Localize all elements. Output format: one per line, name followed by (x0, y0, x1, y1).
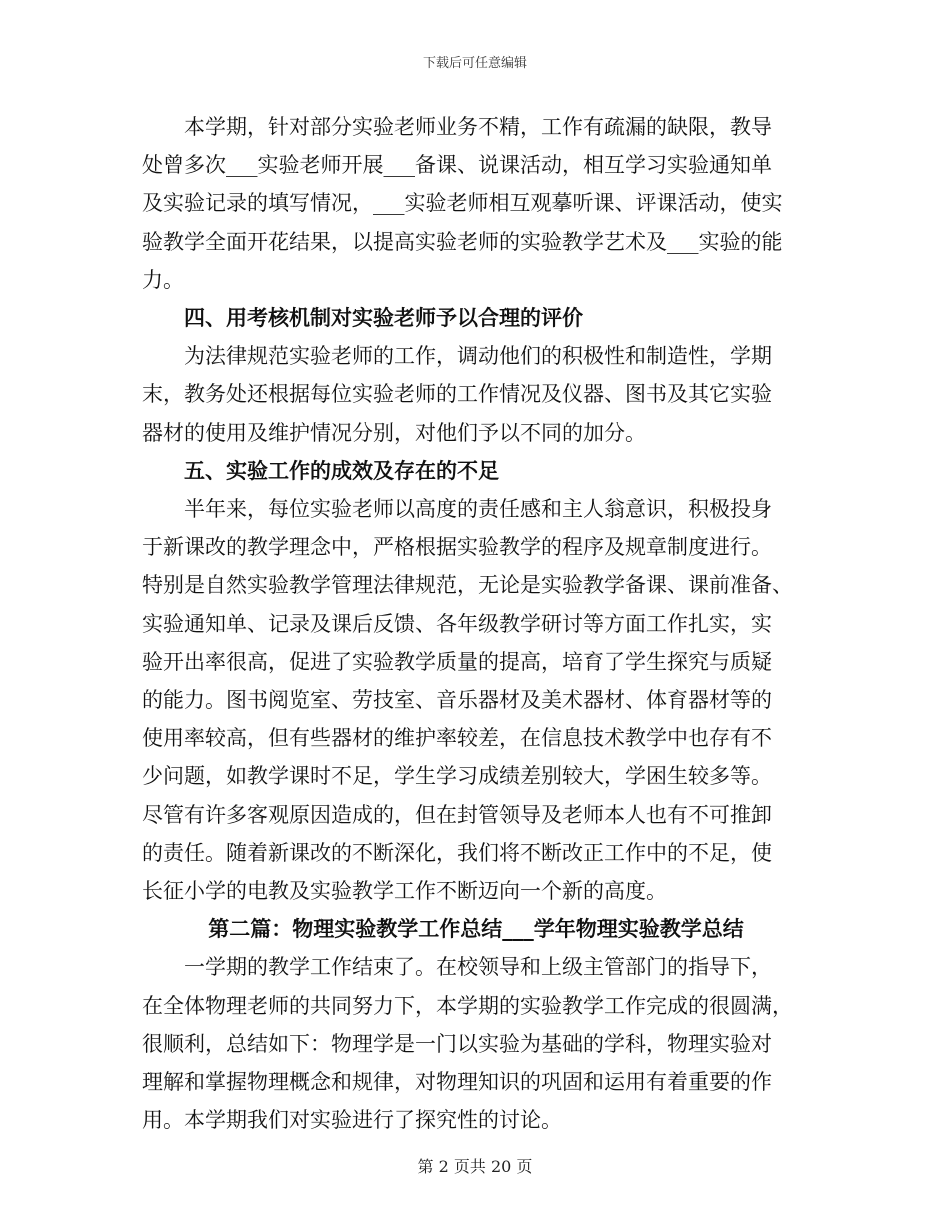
text-line: 实验通知单、记录及课后反馈、各年级教学研讨等方面工作扎实，实 (142, 611, 772, 636)
document-body (142, 108, 810, 1139)
text-line: 少问题，如教学课时不足，学生学习成绩差别较大，学困生较多等。 (142, 764, 772, 789)
text-line: 理解和掌握物理概念和规律，对物理知识的巩固和运用有着重要的作 (142, 1070, 772, 1095)
text-line: 为法律规范实验老师的工作，调动他们的积极性和制造性，学期 (184, 344, 772, 369)
section-heading-results: 五、实验工作的成效及存在的不足 (184, 457, 499, 483)
text-line: 的责任。随着新课改的不断深化，我们将不断改正工作中的不足，使 (142, 840, 772, 865)
text-line: 在全体物理老师的共同努力下，本学期的实验教学工作完成的很圆满， (142, 993, 793, 1018)
text-line: 半年来，每位实验老师以高度的责任感和主人翁意识，积极投身 (184, 497, 772, 522)
text-line: 于新课改的教学理念中，严格根据实验教学的程序及规章制度进行。 (142, 535, 772, 560)
text-line: 末，教务处还根据每位实验老师的工作情况及仪器、图书及其它实验 (142, 382, 772, 407)
text-line: 力。 (142, 267, 184, 292)
page-number: 第 2 页共 20 页 (417, 1157, 533, 1176)
text-line: 一学期的教学工作结束了。在校领导和上级主管部门的指导下， (184, 955, 772, 980)
text-line: 使用率较高，但有些器材的维护率较差，在信息技术教学中也存有不 (142, 726, 772, 751)
text-line: 的能力。图书阅览室、劳技室、音乐器材及美术器材、体育器材等的 (142, 688, 772, 713)
paragraph-results (142, 490, 810, 910)
text-line: 用。本学期我们对实验进行了探究性的讨论。 (142, 1108, 562, 1133)
part-two-title: 第二篇：物理实验教学工作总结___学年物理实验教学总结 (208, 916, 744, 942)
paragraph-physics-summary (142, 948, 810, 1139)
text-line: 尽管有许多客观原因造成的，但在封管领导及老师本人也有不可推卸 (142, 802, 772, 827)
text-line: 验开出率很高，促进了实验教学质量的提高，培育了学生探究与质疑 (142, 649, 772, 674)
header-note: 下载后可任意编辑 (422, 56, 527, 71)
text-line: 很顺利，总结如下：物理学是一门以实验为基础的学科，物理实验对 (142, 1031, 772, 1056)
text-line: 处曾多次___实验老师开展___备课、说课活动，相互学习实验通知单 (142, 153, 772, 178)
text-line: 及实验记录的填写情况，___实验老师相互观摹听课、评课活动，使实 (142, 191, 783, 216)
paragraph-evaluation (142, 337, 810, 452)
text-line: 器材的使用及维护情况分别，对他们予以不同的加分。 (142, 420, 646, 445)
text-line: 长征小学的电教及实验教学工作不断迈向一个新的高度。 (142, 879, 667, 904)
text-line: 本学期，针对部分实验老师业务不精，工作有疏漏的缺限，教导 (184, 115, 772, 139)
text-line: 验教学全面开花结果，以提高实验老师的实验教学艺术及___实验的能 (142, 229, 783, 254)
section-heading-evaluation: 四、用考核机制对实验老师予以合理的评价 (184, 305, 583, 331)
text-line: 特别是自然实验教学管理法律规范，无论是实验教学备课、课前准备、 (142, 573, 793, 598)
paragraph-teaching-activities (142, 108, 810, 299)
